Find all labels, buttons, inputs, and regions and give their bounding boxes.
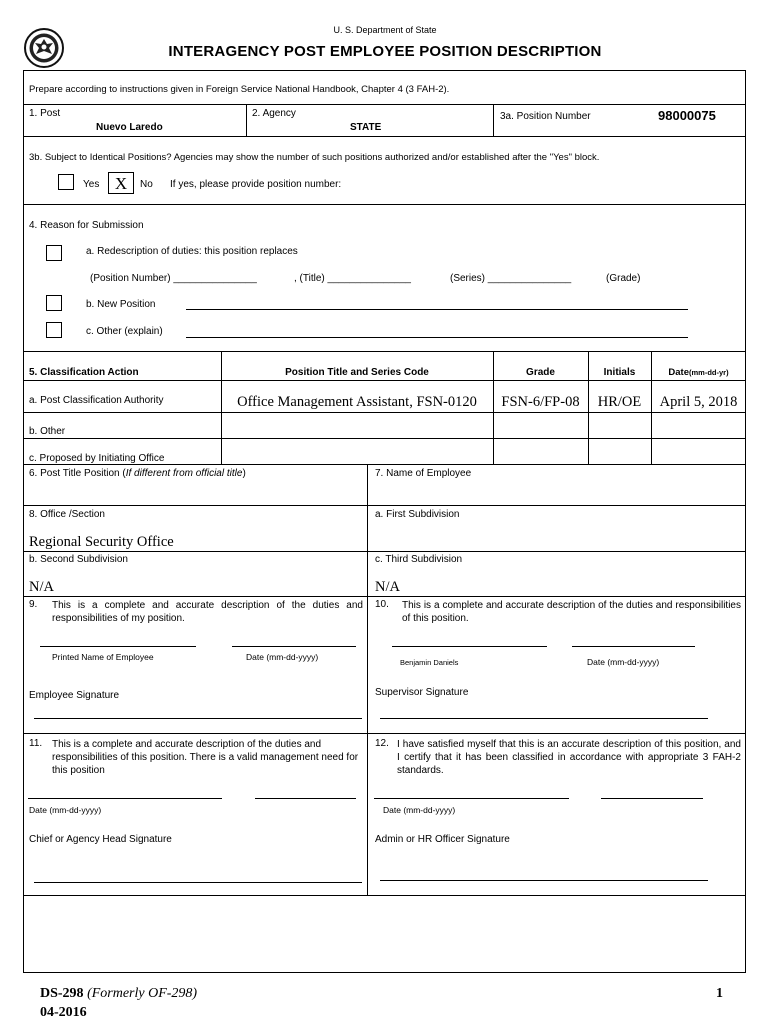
first-subdivision-label: a. First Subdivision <box>375 509 460 520</box>
date-value[interactable]: April 5, 2018 <box>659 394 738 410</box>
office-section-label: 8. Office /Section <box>29 509 105 520</box>
page-number: 1 <box>716 986 723 1001</box>
printed-name-label: Printed Name of Employee <box>52 652 154 662</box>
no-label: No <box>140 179 153 190</box>
employee-signature-label: Employee Signature <box>29 690 120 701</box>
table-row-label: a. Post Classification Authority <box>29 395 164 406</box>
position-title-header: Position Title and Series Code <box>285 367 429 378</box>
redescription-label: a. Redescription of duties: this position replaces <box>86 246 298 257</box>
grade-value[interactable]: FSN-6/FP-08 <box>501 394 580 410</box>
form-id <box>40 986 197 1002</box>
supervisor-signature-label: Supervisor Signature <box>375 687 469 698</box>
post-label: 1. Post <box>29 108 61 119</box>
second-subdivision-label: b. Second Subdivision <box>29 554 128 565</box>
third-subdivision-label: c. Third Subdivision <box>375 554 463 565</box>
initials-header: Initials <box>603 367 636 378</box>
agency-value[interactable]: STATE <box>350 122 382 133</box>
series-field[interactable]: (Series) _______________ <box>450 273 572 284</box>
title-field[interactable]: , (Title) _______________ <box>294 273 411 284</box>
date-header <box>651 367 746 378</box>
supervisor-cert-number: 10. <box>375 599 389 610</box>
date-header-hint: (mm-dd-yr) <box>689 368 729 377</box>
form-formerly: (Formerly OF-298) <box>87 986 198 1001</box>
office-section-value[interactable]: Regional Security Office <box>29 534 174 550</box>
classification-header: 5. Classification Action <box>29 367 139 378</box>
employee-cert-text: This is a complete and accurate description of the duties and responsibilities of my position. <box>52 600 363 624</box>
grade-field[interactable]: (Grade) <box>606 273 641 284</box>
chief-cert-text: This is a complete and accurate description of the duties and responsibilities of this position. There is a valid management need for this position <box>52 739 359 776</box>
position-number-value[interactable]: 98000075 <box>658 108 716 123</box>
form-title: INTERAGENCY POST EMPLOYEE POSITION DESCRIPTION <box>168 43 602 60</box>
chief-date-label: Date (mm-dd-yyyy) <box>29 805 102 815</box>
form-revision-date: 04-2016 <box>40 1005 87 1020</box>
position-number-label: 3a. Position Number <box>500 111 591 122</box>
agency-label: 2. Agency <box>252 108 296 119</box>
post-value[interactable]: Nuevo Laredo <box>96 122 163 133</box>
new-position-checkbox[interactable] <box>46 295 62 311</box>
other-label: c. Other (explain) <box>86 326 163 337</box>
yes-label: Yes <box>83 179 100 190</box>
hr-date-label: Date (mm-dd-yyyy) <box>383 805 456 815</box>
supervisor-cert-text: This is a complete and accurate description of the duties and responsibilities of this position. <box>402 600 741 624</box>
grade-header: Grade <box>526 367 555 378</box>
table-row-label: b. Other <box>29 426 66 437</box>
table-row-label: c. Proposed by Initiating Office <box>29 453 165 464</box>
yes-checkbox[interactable] <box>58 174 74 190</box>
employee-date-label: Date (mm-dd-yyyy) <box>246 652 319 662</box>
instructions-text: Prepare according to instructions given in Foreign Service National Handbook, Chapter 4 (3 FAH-2). <box>29 84 450 95</box>
if-yes-text: If yes, please provide position number: <box>170 179 342 190</box>
supervisor-date-label: Date (mm-dd-yyyy) <box>587 657 660 667</box>
hr-cert-number: 12. <box>375 738 389 749</box>
post-title-label: 6. Post Title Position (If different from official title) <box>29 468 246 479</box>
initials-value[interactable]: HR/OE <box>597 394 642 410</box>
date-header-label: Date <box>668 367 689 378</box>
chief-signature-label: Chief or Agency Head Signature <box>29 834 172 845</box>
supervisor-name[interactable]: Benjamin Daniels <box>400 658 459 667</box>
form-number: DS-298 <box>40 986 84 1001</box>
position-title-value[interactable]: Office Management Assistant, FSN-0120 <box>237 394 477 410</box>
other-checkbox[interactable] <box>46 322 62 338</box>
department-name: U. S. Department of State <box>333 25 437 35</box>
second-subdivision-value[interactable]: N/A <box>29 579 54 595</box>
redescription-checkbox[interactable] <box>46 245 62 261</box>
employee-name-label: 7. Name of Employee <box>375 468 472 479</box>
new-position-label: b. New Position <box>86 299 156 310</box>
hr-signature-label: Admin or HR Officer Signature <box>375 834 510 845</box>
chief-cert-number: 11. <box>29 738 43 749</box>
position-number-field[interactable]: (Position Number) _______________ <box>90 273 257 284</box>
no-checkbox[interactable]: X <box>108 172 134 194</box>
employee-cert-number: 9. <box>29 599 38 610</box>
third-subdivision-value[interactable]: N/A <box>375 579 400 595</box>
hr-cert-text: I have satisfied myself that this is an accurate description of this position, and I certify that it has been classified in accordance with appropriate 3 FAH-2 standards. <box>397 739 741 776</box>
reason-label: 4. Reason for Submission <box>29 220 144 231</box>
identical-positions-question: 3b. Subject to Identical Positions? Agencies may show the number of such positions authorized and/or established after the "Yes" block. <box>29 152 600 163</box>
